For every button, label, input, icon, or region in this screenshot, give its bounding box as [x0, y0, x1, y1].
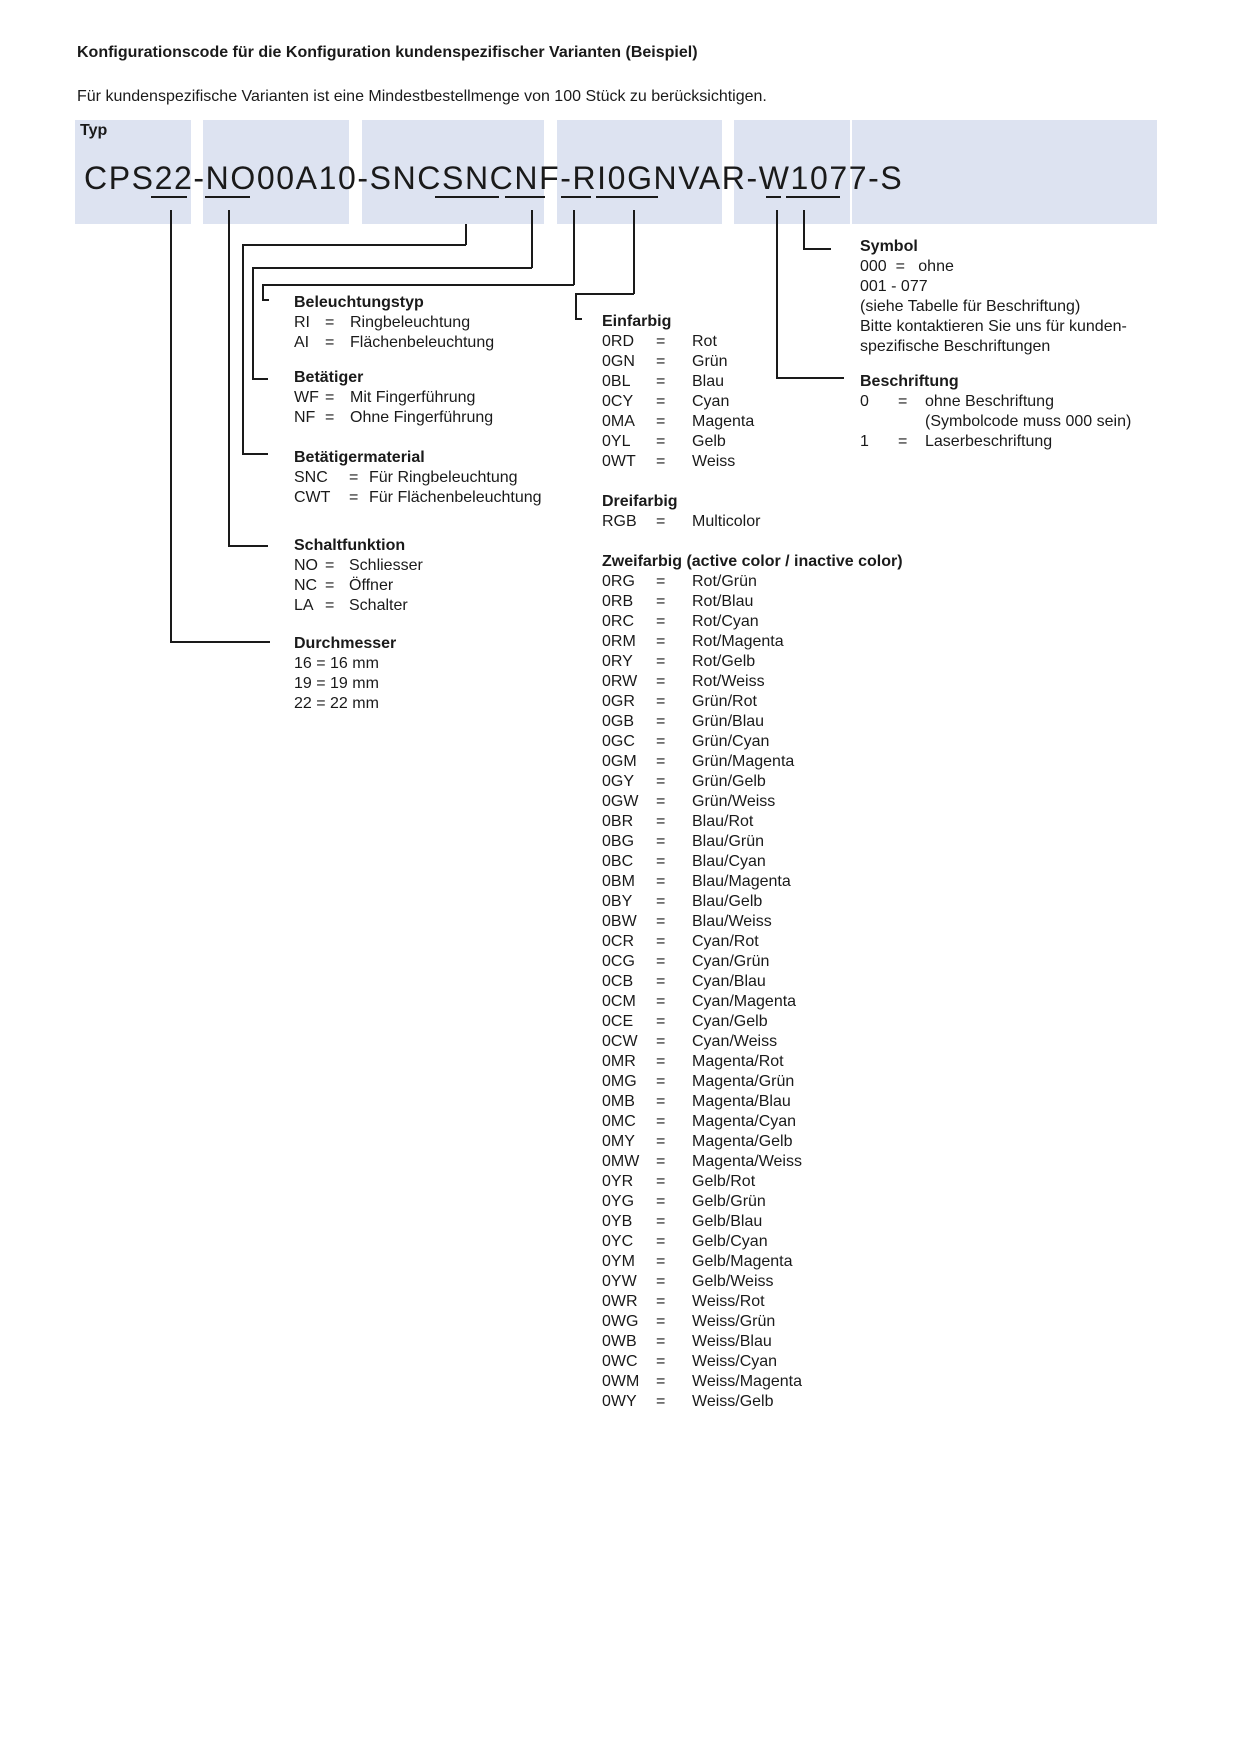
heading-einfarbig: Einfarbig [602, 313, 672, 330]
list-item: 0CG = Cyan/Grün [602, 953, 770, 970]
symbol-line: spezifische Beschriftungen [860, 338, 1051, 355]
symbol-line: (siehe Tabelle für Beschriftung) [860, 298, 1081, 315]
list-item: 0RD = Rot [602, 333, 717, 350]
heading-betaetiger: Betätiger [294, 369, 364, 386]
list-item: 0CW = Cyan/Weiss [602, 1033, 778, 1050]
list-item: 0BC = Blau/Cyan [602, 853, 766, 870]
list-item: 0WT = Weiss [602, 453, 736, 470]
list-item: 0WB = Weiss/Blau [602, 1333, 772, 1350]
heading-symbol: Symbol [860, 238, 918, 255]
list-item: 0GB = Grün/Blau [602, 713, 765, 730]
list-item: 0MG = Magenta/Grün [602, 1073, 795, 1090]
list-item: 0GC = Grün/Cyan [602, 733, 770, 750]
configuration-code: CPS22-NO00A10-SNCSNCNF-RI0GNVAR-W1077-S [84, 160, 904, 196]
zweifarbig-list [602, 572, 932, 1412]
list-item: 22 = 22 mm [294, 695, 379, 712]
symbol-line: 000 = ohne [860, 258, 954, 275]
list-item: 0BG = Blau/Grün [602, 833, 765, 850]
list-item: 0WG = Weiss/Grün [602, 1313, 776, 1330]
heading-betaetigermaterial: Betätigermaterial [294, 449, 425, 466]
list-item: 0CM = Cyan/Magenta [602, 993, 797, 1010]
list-item: 0YW = Gelb/Weiss [602, 1273, 774, 1290]
list-item: 1 = Laserbeschriftung [860, 433, 1053, 450]
list-item: 0BW = Blau/Weiss [602, 913, 772, 930]
underline-beschriftung [766, 196, 781, 198]
list-item: 0GW = Grün/Weiss [602, 793, 776, 810]
underline-schaltfunktion [205, 196, 250, 198]
list-item: 0BR = Blau/Rot [602, 813, 754, 830]
section-beleuchtungstyp [294, 293, 594, 353]
list-item: 0YC = Gelb/Cyan [602, 1233, 768, 1250]
list-item: 0BY = Blau/Gelb [602, 893, 763, 910]
list-item: 0CY = Cyan [602, 393, 730, 410]
symbol-line: Bitte kontaktieren Sie uns für kunden- [860, 318, 1127, 335]
section-symbol [860, 237, 1160, 357]
list-item: 0RY = Rot/Gelb [602, 653, 756, 670]
list-item: 0MA = Magenta [602, 413, 755, 430]
section-farbe [602, 312, 932, 1412]
list-item: WF = Mit Fingerführung [294, 389, 476, 406]
typ-label: Typ [80, 122, 108, 139]
heading-beleuchtungstyp: Beleuchtungstyp [294, 294, 424, 311]
list-item: 0YR = Gelb/Rot [602, 1173, 756, 1190]
list-item: RGB = Multicolor [602, 513, 761, 530]
list-item: 0RM = Rot/Magenta [602, 633, 784, 650]
list-item: 0WY = Weiss/Gelb [602, 1393, 774, 1410]
list-item: 0GM = Grün/Magenta [602, 753, 795, 770]
heading-schaltfunktion: Schaltfunktion [294, 537, 406, 554]
heading-beschriftung: Beschriftung [860, 373, 959, 390]
section-beschriftung [860, 372, 1160, 452]
list-item: 0 = ohne Beschriftung [860, 393, 1054, 410]
intro-text: Für kundenspezifische Varianten ist eine Mindestbestellmenge von 100 Stück zu berücksichtigen. [77, 88, 767, 105]
list-item: 0RW = Rot/Weiss [602, 673, 765, 690]
list-item: AI = Flächenbeleuchtung [294, 334, 495, 351]
list-item: 0WM = Weiss/Magenta [602, 1373, 802, 1390]
list-item: 0GN = Grün [602, 353, 728, 370]
list-item: 0WR = Weiss/Rot [602, 1293, 765, 1310]
heading-dreifarbig: Dreifarbig [602, 493, 678, 510]
list-item: 0MY = Magenta/Gelb [602, 1133, 793, 1150]
list-item: 0MC = Magenta/Cyan [602, 1113, 797, 1130]
underline-betaetiger [505, 196, 545, 198]
list-item: 0YM = Gelb/Magenta [602, 1253, 793, 1270]
list-item: 0YG = Gelb/Grün [602, 1193, 766, 1210]
list-item: 0BL = Blau [602, 373, 725, 390]
list-item: 0YL = Gelb [602, 433, 726, 450]
list-item: 19 = 19 mm [294, 675, 379, 692]
list-item: 0CR = Cyan/Rot [602, 933, 759, 950]
list-item: NO = Schliesser [294, 557, 423, 574]
list-item: 0RB = Rot/Blau [602, 593, 754, 610]
list-item: SNC = Für Ringbeleuchtung [294, 469, 518, 486]
underline-beleuchtungstyp [561, 196, 591, 198]
section-betaetiger [294, 368, 594, 428]
symbol-line: 001 - 077 [860, 278, 928, 295]
heading-durchmesser: Durchmesser [294, 635, 397, 652]
underline-betaetigermaterial [435, 196, 499, 198]
list-item: 0CE = Cyan/Gelb [602, 1013, 768, 1030]
list-item: 0BM = Blau/Magenta [602, 873, 791, 890]
section-durchmesser [294, 634, 594, 714]
heading-zweifarbig: Zweifarbig (active color / inactive color) [602, 553, 903, 570]
list-item: (Symbolcode muss 000 sein) [925, 413, 1132, 430]
list-item: CWT = Für Flächenbeleuchtung [294, 489, 542, 506]
list-item: 0WC = Weiss/Cyan [602, 1353, 778, 1370]
list-item: 0YB = Gelb/Blau [602, 1213, 763, 1230]
list-item: NF = Ohne Fingerführung [294, 409, 494, 426]
list-item: 0RC = Rot/Cyan [602, 613, 759, 630]
page-title: Konfigurationscode für die Konfiguration kundenspezifischer Varianten (Beispiel) [77, 44, 698, 61]
list-item: LA = Schalter [294, 597, 408, 614]
underline-durchmesser [151, 196, 187, 198]
dreifarbig-list [602, 512, 932, 532]
section-schaltfunktion [294, 536, 594, 616]
list-item: 0MB = Magenta/Blau [602, 1093, 791, 1110]
list-item: 0GY = Grün/Gelb [602, 773, 766, 790]
underline-farbe [596, 196, 658, 198]
list-item: 0MR = Magenta/Rot [602, 1053, 784, 1070]
list-item: 0MW = Magenta/Weiss [602, 1153, 802, 1170]
list-item: RI = Ringbeleuchtung [294, 314, 471, 331]
list-item: 0GR = Grün/Rot [602, 693, 757, 710]
list-item: NC = Öffner [294, 577, 394, 594]
section-betaetigermaterial [294, 448, 594, 508]
list-item: 16 = 16 mm [294, 655, 379, 672]
list-item: 0RG = Rot/Grün [602, 573, 757, 590]
list-item: 0CB = Cyan/Blau [602, 973, 766, 990]
underline-symbol [786, 196, 840, 198]
